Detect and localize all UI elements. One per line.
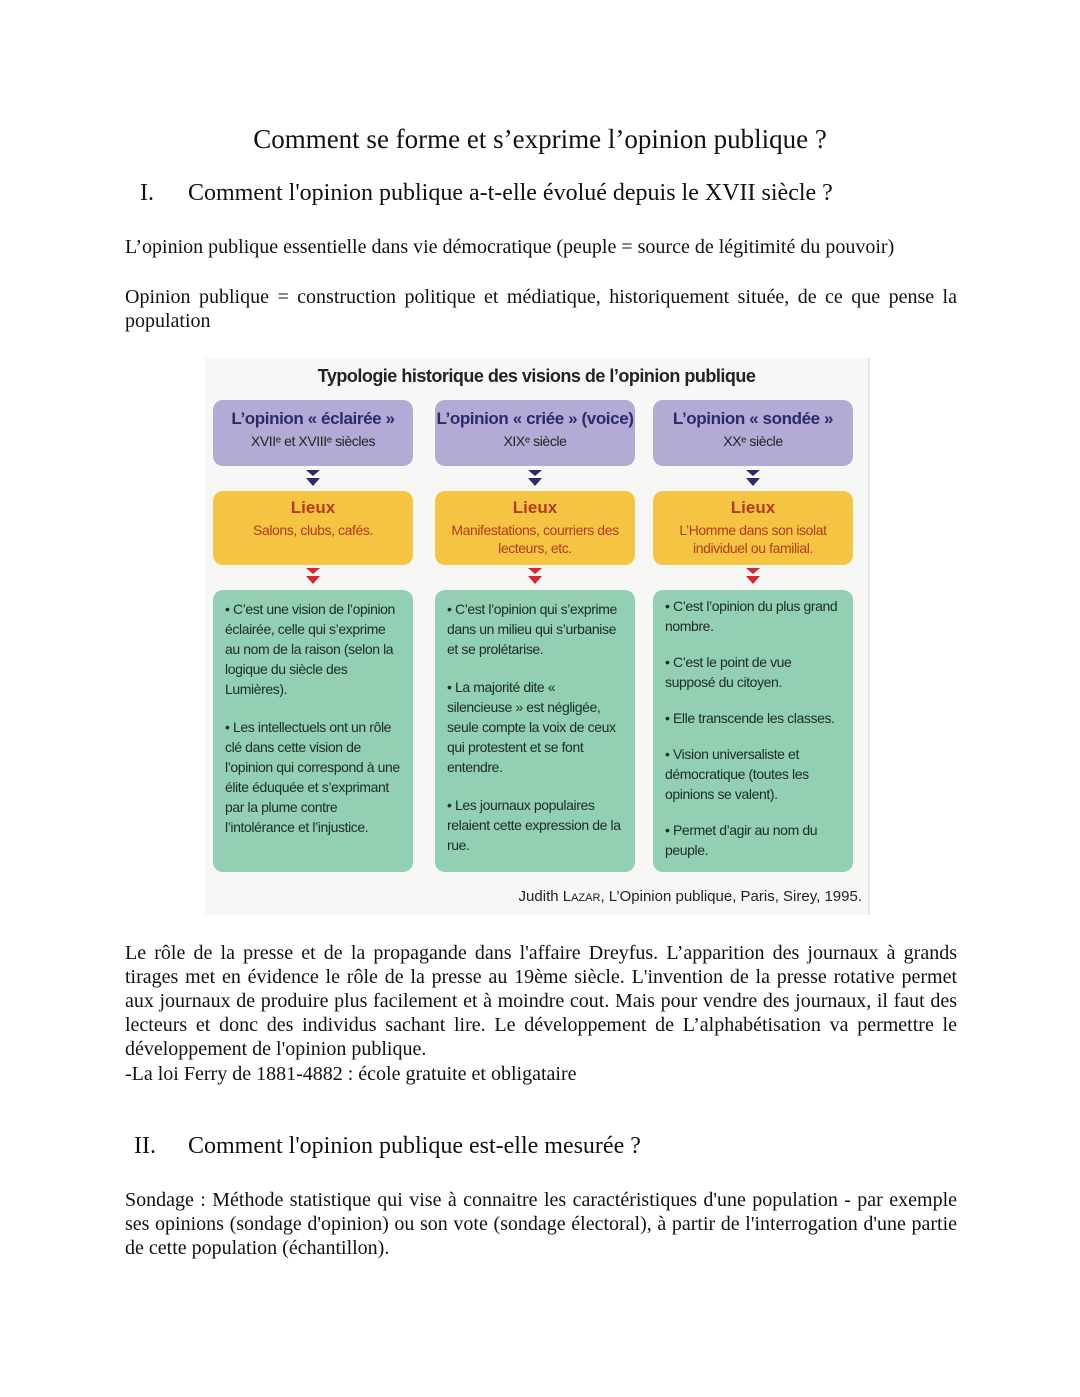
paragraph-sondage: Sondage : Méthode statistique qui vise à connaitre les caractéristiques d'une population - par exemple ses opinions (sondage d'opinion) ou son vote (sondage électoral), à partir de l'interrogation d'une partie de cette population (échantillon). [125, 1189, 957, 1259]
section-1-number: I. [140, 180, 154, 206]
opinion-type-period: XIXᵉ siècle [503, 433, 567, 449]
figure-title: Typologie historique des visions de l’opinion publique [317, 366, 756, 386]
paragraph-1: L’opinion publique essentielle dans vie démocratique (peuple = source de légitimité du pouvoir) [125, 236, 895, 258]
opinion-type-period: XVIIᵉ et XVIIIᵉ siècles [250, 433, 376, 449]
credit-surname: Lazar [562, 888, 601, 905]
places-text: Manifestations, courriers des lecteurs, etc. [451, 522, 619, 556]
description-box [213, 590, 413, 872]
places-label: Lieux [290, 498, 336, 517]
places-box [213, 491, 413, 565]
opinion-type-box [653, 400, 853, 466]
typology-figure [205, 358, 870, 915]
description-bullet: • Elle transcende les classes. [665, 710, 835, 726]
figure-credit [519, 888, 862, 905]
description-bullet: • La majorité dite « silencieuse » est négligée, seule compte la voix de ceux qui protestent et se font entendre. [447, 679, 616, 775]
section-2-number: II. [134, 1133, 156, 1159]
down-arrow-icon [528, 470, 542, 488]
paragraph-ferry-law: -La loi Ferry de 1881-4882 : école gratuite et obligataire [125, 1063, 577, 1085]
down-arrow-icon [306, 568, 320, 586]
description-bullet: • C’est une vision de l’opinion éclairée, celle qui s’exprime au nom de la raison (selon la logique du siècle des Lumières). [225, 601, 395, 697]
places-text: L’Homme dans son isolat individuel ou familial. [679, 522, 827, 556]
credit-rest: , L’Opinion publique, Paris, Sirey, 1995. [600, 888, 862, 905]
section-2-heading [134, 1133, 641, 1160]
places-label: Lieux [512, 498, 558, 517]
page-title: Comment se forme et s’exprime l’opinion publique ? [253, 124, 827, 154]
places-box [435, 491, 635, 565]
description-box [653, 590, 853, 872]
places-text: Salons, clubs, cafés. [253, 522, 373, 538]
description-box [435, 590, 635, 872]
down-arrow-icon [746, 470, 760, 488]
credit-author: Judith [518, 888, 559, 905]
down-arrow-icon [528, 568, 542, 586]
description-bullet: • C’est l’opinion du plus grand nombre. [665, 598, 838, 634]
places-label: Lieux [730, 498, 776, 517]
opinion-type-name: L’opinion « éclairée » [231, 409, 395, 428]
opinion-type-box [213, 400, 413, 466]
paragraph-2: Opinion publique = construction politique et médiatique, historiquement située, de ce que pense la population [125, 286, 957, 332]
section-2-heading-text: Comment l'opinion publique est-elle mesurée ? [188, 1133, 641, 1159]
description-bullet: • C’est le point de vue supposé du citoyen. [665, 654, 792, 690]
description-bullet: • Permet d’agir au nom du peuple. [665, 822, 818, 858]
places-box [653, 491, 853, 565]
description-bullet: • C’est l’opinion qui s’exprime dans un milieu qui s’urbanise et se prolétarise. [447, 601, 617, 657]
down-arrow-icon [306, 470, 320, 488]
opinion-type-period: XXᵉ siècle [723, 433, 783, 449]
opinion-type-name: L’opinion « criée » (voice) [436, 409, 634, 428]
down-arrow-icon [746, 568, 760, 586]
description-bullet: • Les intellectuels ont un rôle clé dans cette vision de l’opinion qui correspond à une élite éduquée et s’exprimant par la plume contre l’intolérance et l’injustice. [225, 719, 400, 835]
section-1-heading [140, 180, 833, 207]
description-bullet: • Les journaux populaires relaient cette expression de la rue. [447, 797, 621, 853]
section-1-heading-text: Comment l'opinion publique a-t-elle évolué depuis le XVII siècle ? [188, 180, 833, 206]
description-bullet: • Vision universaliste et démocratique (toutes les opinions se valent). [665, 746, 809, 802]
paragraph-press: Le rôle de la presse et de la propagande dans l'affaire Dreyfus. L’apparition des journaux à grands tirages met en évidence le rôle de la presse au 19ème siècle. L'invention de la presse rotative permet aux journaux de produire plus facilement et à moindre cout. Mais pour vendre des journaux, il faut des lecteurs et donc des individus sachant lire. Le développement de L’alphabétisation va permettre le développement de l'opinion publique. [125, 942, 957, 1060]
opinion-type-name: L’opinion « sondée » [672, 409, 834, 428]
opinion-type-box [435, 400, 635, 466]
